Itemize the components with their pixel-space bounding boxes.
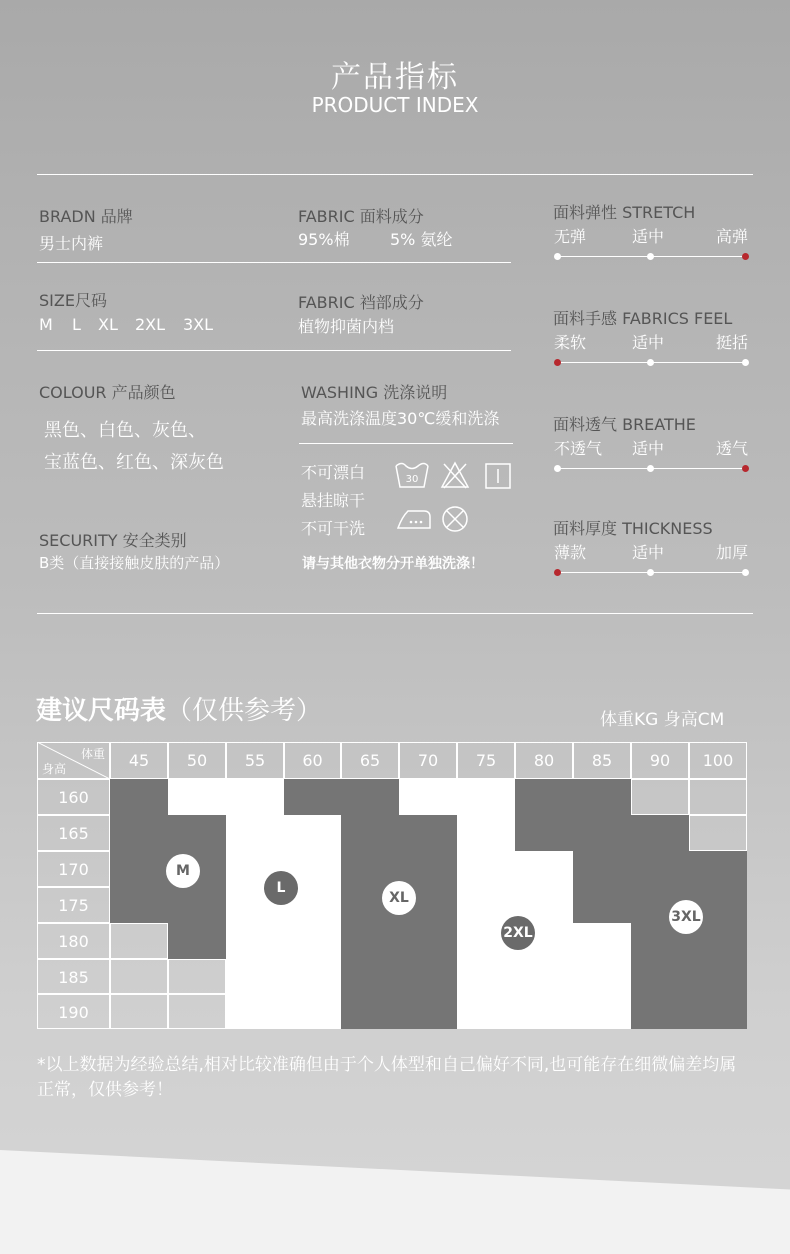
size-region-3xl: [515, 815, 573, 851]
scale-selected-dot: [742, 465, 749, 472]
size-region-l: [284, 959, 341, 994]
scale-dot: [647, 569, 654, 576]
size-region-2xl: [573, 923, 631, 959]
size-region-m: [168, 815, 226, 851]
scale-selected-dot: [554, 569, 561, 576]
size-region-2xl: [457, 959, 515, 994]
size-value-3xl: 3XL: [183, 315, 214, 334]
size-value-2xl: 2XL: [135, 315, 166, 334]
size-region-3xl: [689, 994, 747, 1029]
size-region-2xl: [457, 851, 515, 887]
size-badge-xl: XL: [382, 881, 416, 915]
size-region-l: [284, 923, 341, 959]
divider: [299, 443, 513, 444]
fabric-label: FABRIC 面料成分: [298, 207, 424, 226]
scale-label-stretch-1: 适中: [632, 227, 665, 246]
empty-cell: [110, 923, 168, 959]
size-region-m: [168, 887, 226, 923]
weight-header-cell: 55: [226, 742, 284, 779]
washing-label: WASHING 洗涤说明: [301, 383, 448, 402]
size-region-2xl: [573, 959, 631, 994]
size-region-m: [110, 815, 168, 851]
size-region-xl: [341, 779, 399, 815]
wash-30-icon: [394, 460, 430, 490]
size-region-2xl: [399, 779, 457, 815]
scale-selected-dot: [554, 359, 561, 366]
scale-label-breathe-2: 透气: [715, 439, 748, 458]
weight-header-cell: 65: [341, 742, 399, 779]
height-header-cell: 175: [37, 887, 110, 923]
weight-header-cell: 100: [689, 742, 747, 779]
footnote: *以上数据为经验总结,相对比较准确但由于个人体型和自己偏好不同,也可能存在细微偏差均属正常，仅供参考！: [37, 1055, 737, 1100]
size-region-2xl: [457, 994, 515, 1029]
size-region-m: [168, 923, 226, 959]
iron-icon: [396, 507, 432, 531]
crotch-value: 植物抑菌内档: [298, 317, 395, 336]
size-badge-2xl: 2XL: [501, 916, 535, 950]
empty-cell: [168, 994, 226, 1029]
scale-dot: [647, 465, 654, 472]
size-region-2xl: [573, 994, 631, 1029]
scale-dot: [742, 359, 749, 366]
size-region-xl: [399, 959, 457, 994]
size-region-l: [226, 779, 284, 815]
scale-dot: [647, 359, 654, 366]
divider: [37, 262, 511, 263]
svg-text:30: 30: [405, 474, 419, 485]
fabric-value-spandex: 5% 氨纶: [390, 230, 453, 249]
size-region-2xl: [515, 959, 573, 994]
scale-title-stretch: 面料弹性 STRETCH: [553, 203, 696, 222]
corner-weight-label: 体重: [80, 747, 105, 761]
scale-dot: [647, 253, 654, 260]
scale-label-thickness-0: 薄款: [554, 543, 587, 562]
empty-cell: [689, 779, 747, 815]
height-header-cell: 180: [37, 923, 110, 959]
scale-label-feel-0: 柔软: [554, 333, 587, 352]
scale-selected-dot: [742, 253, 749, 260]
colour-label: COLOUR 产品颜色: [39, 383, 176, 402]
size-region-xl: [399, 815, 457, 851]
weight-header-cell: 50: [168, 742, 226, 779]
scale-label-breathe-0: 不透气: [554, 439, 603, 458]
empty-cell: [631, 779, 689, 815]
corner-cell: [37, 742, 110, 779]
scale-label-feel-2: 挺括: [715, 333, 748, 352]
size-region-3xl: [515, 779, 573, 815]
size-value-l: L: [72, 315, 81, 334]
weight-header-cell: 90: [631, 742, 689, 779]
divider-top: [37, 174, 753, 175]
size-region-xl: [399, 923, 457, 959]
colour-line-1: 黑色、白色、灰色、: [44, 420, 206, 441]
size-region-xl: [341, 851, 399, 887]
size-region-3xl: [573, 779, 631, 815]
size-region-3xl: [631, 815, 689, 851]
hang-dry-icon: [485, 463, 511, 489]
size-region-3xl: [689, 959, 747, 994]
size-region-xl: [399, 851, 457, 887]
empty-cell: [110, 959, 168, 994]
size-badge-l: L: [264, 871, 298, 905]
colour-line-2: 宝蓝色、红色、深灰色: [44, 452, 224, 473]
corner-height-label: 身高: [42, 762, 67, 776]
bottom-band: [0, 1150, 790, 1254]
washing-value: 最高洗涤温度30℃缓和洗涤: [301, 409, 500, 428]
wash-notice: 请与其他衣物分开单独洗涤！: [302, 556, 484, 572]
scale-label-breathe-1: 适中: [632, 439, 665, 458]
brand-label: BRADN 品牌: [39, 207, 133, 226]
weight-header-cell: 70: [399, 742, 457, 779]
scale-dot: [554, 253, 561, 260]
size-region-l: [284, 815, 341, 851]
size-chart-title: 建议尺码表（仅供参考）: [36, 696, 323, 726]
size-value-m: M: [39, 315, 53, 334]
size-region-3xl: [573, 887, 631, 923]
height-header-cell: 185: [37, 959, 110, 994]
scale-dot: [554, 465, 561, 472]
page-subtitle: PRODUCT INDEX: [311, 93, 479, 117]
size-region-xl: [399, 994, 457, 1029]
security-value: B类（直接接触皮肤的产品）: [39, 554, 230, 572]
size-region-2xl: [515, 851, 573, 887]
divider-bottom: [37, 613, 753, 614]
size-region-2xl: [457, 815, 515, 851]
scale-dot: [742, 569, 749, 576]
weight-header-cell: 60: [284, 742, 341, 779]
size-region-3xl: [573, 815, 631, 851]
size-region-3xl: [631, 994, 689, 1029]
size-badge-3xl: 3XL: [669, 900, 703, 934]
size-chart-table: [37, 742, 747, 1029]
scale-label-stretch-0: 无弹: [554, 227, 587, 246]
size-region-l: [284, 994, 341, 1029]
size-region-xl: [341, 815, 399, 851]
size-region-m: [110, 779, 168, 815]
crotch-label: FABRIC 裆部成分: [298, 293, 424, 312]
size-label: SIZE尺码: [39, 291, 107, 310]
page-title: 产品指标: [331, 60, 459, 95]
size-region-3xl: [631, 851, 689, 887]
scale-title-thickness: 面料厚度 THICKNESS: [553, 519, 713, 538]
size-region-2xl: [515, 994, 573, 1029]
size-region-l: [168, 779, 226, 815]
size-region-xl: [341, 959, 399, 994]
brand-value: 男士内裤: [39, 234, 104, 253]
scale-label-thickness-1: 适中: [632, 543, 665, 562]
size-region-l: [226, 923, 284, 959]
size-region-2xl: [457, 779, 515, 815]
care-no-dryclean: 不可干洗: [301, 519, 366, 538]
scale-title-feel: 面料手感 FABRICS FEEL: [553, 309, 733, 328]
weight-header-cell: 45: [110, 742, 168, 779]
size-region-3xl: [573, 851, 631, 887]
size-region-m: [110, 851, 168, 887]
scale-label-thickness-2: 加厚: [715, 543, 748, 562]
height-header-cell: 160: [37, 779, 110, 815]
height-header-cell: 190: [37, 994, 110, 1029]
weight-header-cell: 75: [457, 742, 515, 779]
size-chart-units: 体重KG 身高CM: [600, 710, 725, 730]
empty-cell: [110, 994, 168, 1029]
empty-cell: [168, 959, 226, 994]
size-region-xl: [341, 994, 399, 1029]
care-no-bleach: 不可漂白: [301, 463, 366, 482]
size-value-xl: XL: [98, 315, 118, 334]
weight-header-cell: 85: [573, 742, 631, 779]
size-badge-m: M: [166, 854, 200, 888]
no-dryclean-icon: [441, 505, 469, 533]
size-region-l: [226, 994, 284, 1029]
height-header-cell: 165: [37, 815, 110, 851]
height-header-cell: 170: [37, 851, 110, 887]
size-region-xl: [341, 923, 399, 959]
size-region-l: [226, 815, 284, 851]
weight-header-cell: 80: [515, 742, 573, 779]
size-region-3xl: [631, 959, 689, 994]
care-hang-dry: 悬挂晾干: [301, 491, 366, 510]
divider: [37, 350, 511, 351]
scale-label-stretch-2: 高弹: [715, 227, 748, 246]
size-region-3xl: [689, 851, 747, 887]
size-region-xl: [284, 779, 341, 815]
scale-label-feel-1: 适中: [632, 333, 665, 352]
size-region-2xl: [457, 887, 515, 923]
fabric-value-cotton: 95%棉: [298, 230, 350, 249]
scale-title-breathe: 面料透气 BREATHE: [553, 415, 696, 434]
no-bleach-icon: [440, 460, 470, 490]
security-label: SECURITY 安全类别: [39, 531, 187, 550]
size-region-l: [226, 959, 284, 994]
size-region-m: [110, 887, 168, 923]
empty-cell: [689, 815, 747, 851]
